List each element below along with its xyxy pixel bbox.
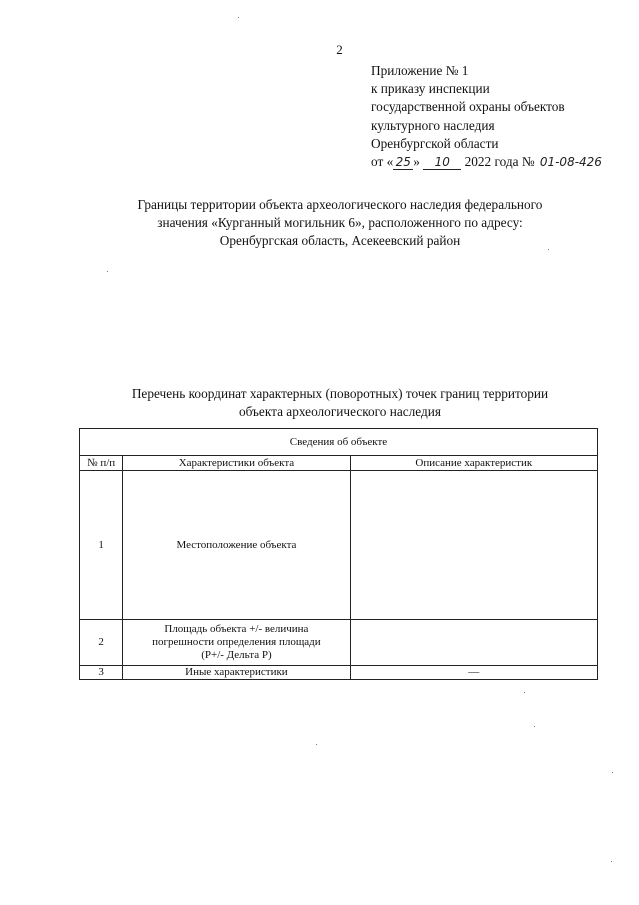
scan-speck bbox=[548, 249, 549, 250]
row-number: 2 bbox=[80, 620, 123, 666]
scan-speck bbox=[238, 17, 239, 18]
date-prefix: от « bbox=[371, 154, 394, 170]
date-year: 2022 года № bbox=[464, 154, 535, 170]
heading-line: Перечень координат характерных (поворотных) точек границ территории bbox=[131, 386, 549, 401]
handwritten-month: 10 bbox=[423, 156, 461, 170]
coordinates-heading bbox=[40, 385, 639, 421]
title-line: Оренбургская область, Асекеевский район bbox=[219, 233, 461, 249]
column-characteristic: Характеристики объекта bbox=[123, 456, 350, 471]
row-number: 3 bbox=[80, 666, 123, 680]
appendix-line: к приказу инспекции bbox=[371, 81, 490, 97]
title-line: значения «Курганный могильник 6», расположенного по адресу: bbox=[157, 215, 523, 231]
appendix-line: культурного наследия bbox=[371, 117, 495, 133]
column-description: Описание характеристик bbox=[350, 456, 597, 471]
date-mid: » bbox=[413, 154, 420, 170]
appendix-line: Оренбургской области bbox=[371, 135, 499, 151]
column-number: № п/п bbox=[80, 456, 123, 471]
table-row bbox=[80, 471, 598, 620]
heading-line: объекта археологического наследия bbox=[238, 404, 442, 420]
appendix-line: Приложение № 1 bbox=[371, 63, 469, 78]
row-characteristic: Иные характеристики bbox=[123, 666, 350, 680]
page-number: 2 bbox=[336, 42, 343, 57]
scan-speck bbox=[534, 726, 535, 727]
scan-speck bbox=[524, 692, 525, 693]
table-row bbox=[80, 620, 598, 666]
appendix-date-line bbox=[371, 153, 633, 171]
scan-speck bbox=[612, 772, 613, 773]
scan-speck bbox=[107, 271, 108, 272]
scan-speck bbox=[611, 861, 612, 862]
document-title bbox=[40, 196, 639, 251]
table-header: Сведения об объекте bbox=[80, 429, 598, 456]
handwritten-day: 25 bbox=[393, 156, 413, 170]
table-row bbox=[80, 666, 598, 680]
row-number: 1 bbox=[80, 471, 123, 620]
row-description bbox=[350, 620, 597, 666]
table-header-row bbox=[80, 429, 598, 456]
row-characteristic: Площадь объекта +/- величина погрешности определения площади (Р+/- Дельта Р) bbox=[123, 620, 350, 666]
appendix-line: государственной охраны объектов bbox=[371, 99, 565, 115]
handwritten-order-number: 01-08-426 bbox=[539, 155, 602, 170]
table-column-row bbox=[80, 456, 598, 471]
scan-speck bbox=[316, 744, 317, 745]
row-description: — bbox=[350, 666, 597, 680]
title-line: Границы территории объекта археологического наследия федерального bbox=[137, 197, 543, 212]
row-characteristic: Местоположение объекта bbox=[123, 471, 350, 620]
row-description bbox=[350, 471, 597, 620]
object-info-table bbox=[79, 428, 598, 680]
appendix-block bbox=[371, 62, 633, 171]
